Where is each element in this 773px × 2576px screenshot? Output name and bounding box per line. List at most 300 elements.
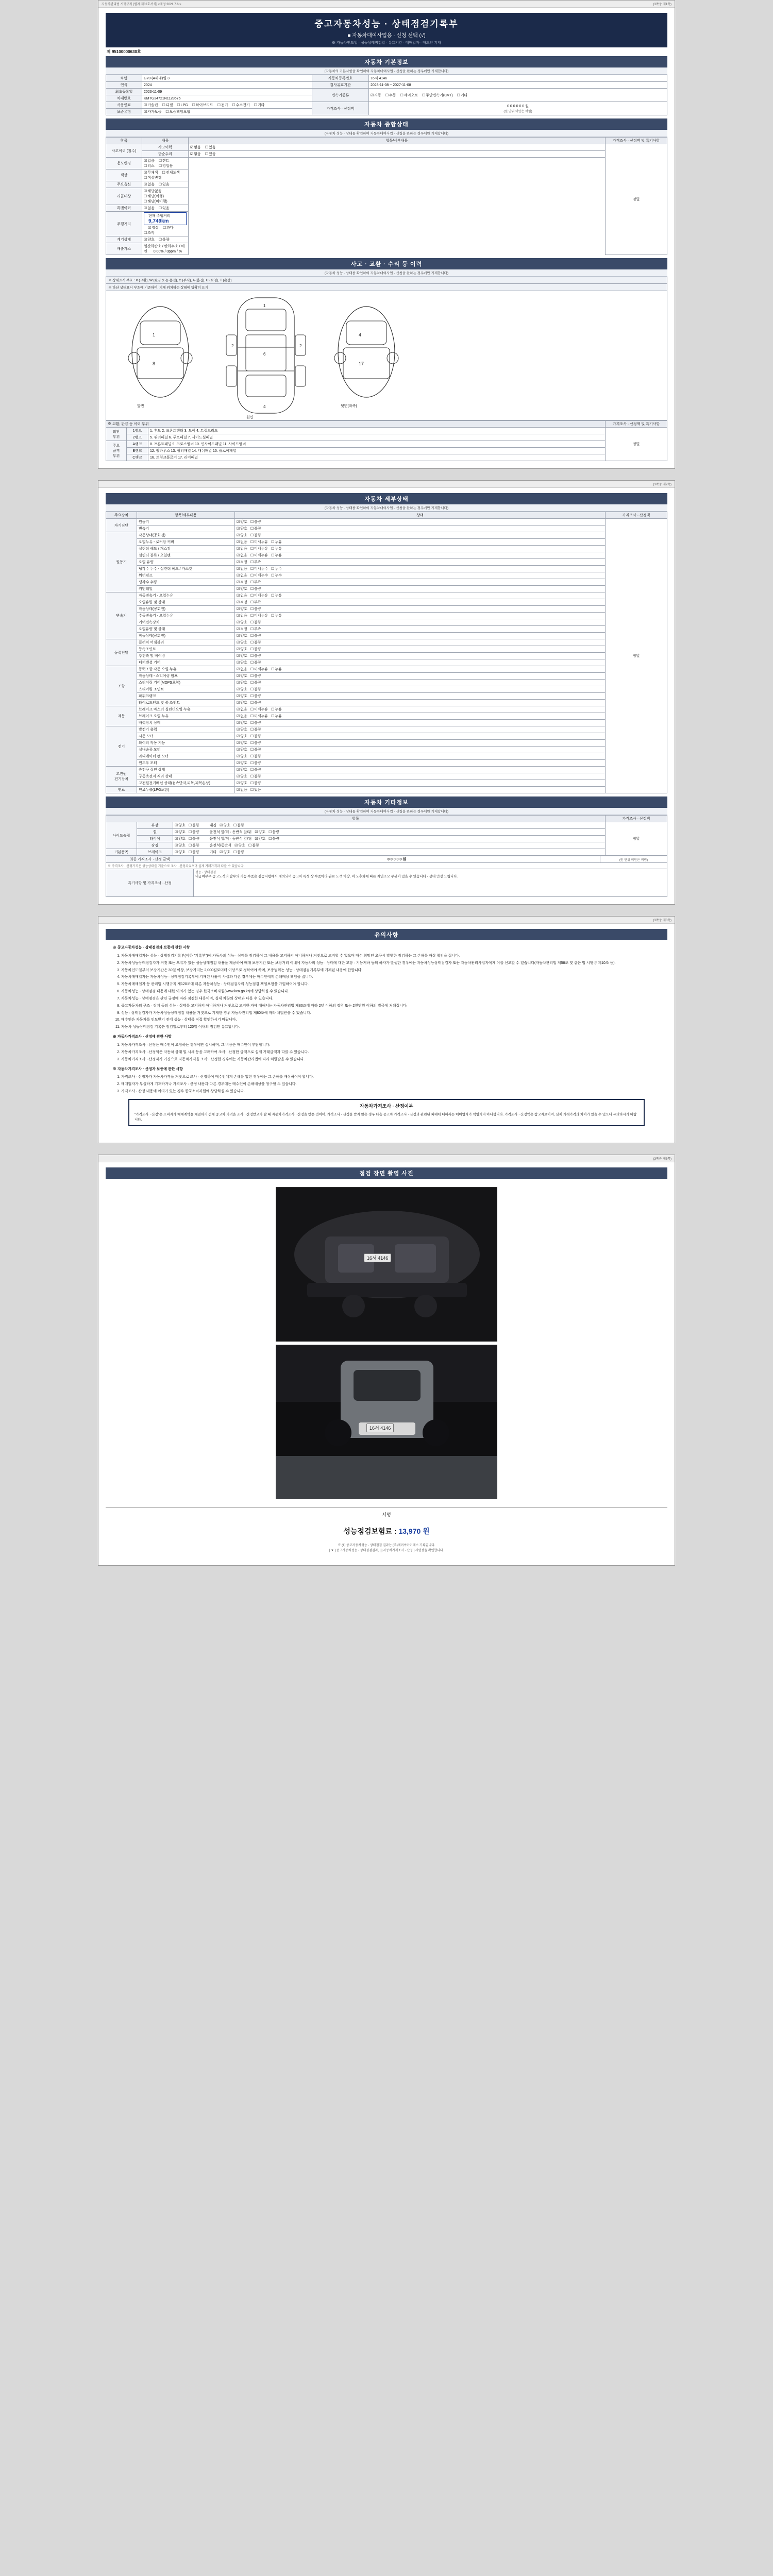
detail-item-state [235,566,606,572]
table-row [106,170,667,181]
table-row [106,205,667,212]
simple-repair-none[interactable]: ☑없음 [190,152,201,156]
fuel-option-diesel[interactable]: ☐디젤 [162,104,173,107]
color-original[interactable]: ☑무채색 [144,171,158,175]
accident-yes[interactable]: ☐있음 [205,146,216,149]
overall-state-table [106,137,667,255]
price-survey-callout [128,1099,645,1126]
color-changed[interactable]: ☐색상변경 [144,176,162,180]
table-row [106,646,667,653]
etc-extra-option-양호[interactable]: ☑양호 [255,831,266,834]
row-label-accident: 사고이력 (침수) [106,144,142,158]
detail-item-state [235,686,606,693]
transmission-option-semi[interactable]: ☐세미오토 [400,93,418,97]
detail-option-불량[interactable]: ☐불량 [250,761,261,765]
special-notes-text: 비급여부무 중고노적의 합부의 기능 부품은 검증시템에서 제외되며 중고차 특성 상 부품마다 완료 도색 마땅, 미 노후화에 따른 자연소모 부분이 있을 수 있습니다 · 상태 인정 드립니다. [195,875,458,878]
detail-option-양호[interactable]: ☑양호 [237,775,247,778]
gauge-bad[interactable]: ☐불량 [158,238,170,242]
recall-pending[interactable]: ☐해당(미이행) [144,200,167,204]
detail-col-price: 가격조사 · 산정액 [606,512,667,519]
detail-option-누유[interactable]: ☐누유 [271,708,282,711]
detail-option-부족[interactable]: ☐부족 [250,628,261,631]
special-notes-sub: 성능 · 상태점검 [195,871,216,874]
etc-extra-label: 내경 [209,824,217,827]
detail-option-양호[interactable]: ☑양호 [237,621,247,624]
etc-option-불량[interactable]: ☐불량 [188,851,199,854]
detail-item-state [235,539,606,546]
detail-option-양호[interactable]: ☑양호 [237,520,247,524]
detail-option-미세누유[interactable]: ☐미세누유 [250,554,268,557]
section-etc-header: 자동차 기타정보 [106,796,667,808]
detail-option-누유[interactable]: ☐누유 [271,540,282,544]
detail-item-label: 윈도우 모터 [137,760,235,767]
parts-table-title: ※ 교환, 판금 등 이력 부위 [106,421,606,428]
etc-item-label: 유강 [137,822,173,829]
table-row [106,626,667,633]
recall-na[interactable]: ☑해당없음 [144,190,162,193]
transmission-option-cvt[interactable]: ☐무단변속기(CVT) [422,93,453,97]
row-value-gauge [142,236,189,243]
etc-extra-option-불량[interactable]: ☐불량 [268,837,279,841]
detail-option-불량[interactable]: ☐불량 [250,587,261,591]
table-row [106,829,667,836]
value-transmission [369,89,667,102]
detail-item-label: 오일유량 및 상태 [137,599,235,606]
svg-text:4: 4 [359,332,362,337]
detail-option-불량[interactable]: ☐불량 [250,701,261,705]
etc-extra-option-불량[interactable]: ☐불량 [233,851,244,854]
detail-option-양호[interactable]: ☑양호 [237,688,247,691]
detail-option-부족[interactable]: ☐부족 [250,601,261,604]
page1-topbar [98,1,675,8]
detail-option-불량[interactable]: ☐불량 [250,621,261,624]
detail-option-불량[interactable]: ☐불량 [250,768,261,772]
detail-option-누유[interactable]: ☐누유 [271,614,282,618]
detail-option-불량[interactable]: ☐불량 [250,728,261,732]
detail-option-불량[interactable]: ☐불량 [250,681,261,685]
detail-option-불량[interactable]: ☐불량 [250,735,261,738]
detail-option-없음[interactable]: ☑없음 [237,547,247,551]
detail-option-부족[interactable]: ☐부족 [250,581,261,584]
fuel-option-etc[interactable]: ☐기타 [254,104,265,107]
document-title-block [106,13,667,47]
detail-item-label: 디퍼렌셜 기어 [137,659,235,666]
notices-section1-title: ※ 중고자동차성능 · 상태점검과 보증에 관한 사항 [113,946,190,950]
notice-item: 4. 자동차매매업자는 자동차성능 · 상태점검기록부에 기재된 내용이 사실과 다른 경우에는 매수인에게 손해배상 책임을 집니다. [121,975,660,980]
svg-text:4: 4 [263,404,266,409]
mileage-box [144,212,187,225]
detail-option-누유[interactable]: ☐누유 [271,554,282,557]
svg-text:17: 17 [359,361,364,366]
detail-option-불량[interactable]: ☐불량 [250,661,261,665]
row-value-mileage [142,212,189,236]
detail-group-원동기: 원동기 [106,532,137,592]
detail-option-미세누유[interactable]: ☐미세누유 [250,715,268,718]
etc-item-label: 잠김 [137,842,173,849]
detail-option-양호[interactable]: ☑양호 [237,741,247,745]
table-row [106,619,667,626]
detail-option-불량[interactable]: ☐불량 [250,654,261,658]
detail-price-cell: 정밀 [606,519,667,793]
etc-group-기본품목: 기본품목 [106,849,137,856]
parts-rank-1-items: 1. 후드 2. 프론트펜더 3. 도어 4. 트렁크리드 [148,428,606,434]
detail-option-양호[interactable]: ☑양호 [237,721,247,725]
label-plate: 자동차등록번호 [312,75,369,82]
transmission-option-other[interactable]: ☐기타 [457,93,468,97]
table-row [106,773,667,780]
etc-option-양호[interactable]: ☑양호 [175,844,186,848]
detail-option-양호[interactable]: ☑양호 [237,534,247,537]
detail-item-label: 커먼레일 [137,586,235,592]
detail-item-label: 작동상태 - 스티어링 펌프 [137,673,235,680]
etc-option-불량[interactable]: ☐불량 [188,837,199,841]
simple-repair-yes[interactable]: ☐있음 [205,152,216,156]
parts-group-frame: 주요 골격 부위 [106,441,127,461]
detail-option-양호[interactable]: ☑양호 [237,527,247,531]
etc-price-cell: 정밀 [606,822,667,856]
detail-option-미세누유[interactable]: ☐미세누유 [250,540,268,544]
detail-item-state [235,606,606,613]
row-label-gauge: 계기상태 [106,236,142,243]
inspection-fee-bar [106,1521,667,1541]
etc-extra-option-양호[interactable]: ☑양호 [234,844,245,848]
inspection-fee-value: 13,970 원 [398,1527,430,1536]
detail-item-state [235,579,606,586]
notice-item: 3. 자동차인도일부터 보장기간은 30일 이상, 보장거리는 2,000킬로미터 이상으로 정하여야 하며, 보증범위는 성능 · 상태점검기록부에 기재된 내용에 한합니다. [121,968,660,974]
special-history-none[interactable]: ☑없음 [144,207,155,210]
detail-item-state [235,780,606,787]
detail-item-state [235,646,606,653]
detail-option-누유[interactable]: ☐누유 [271,715,282,718]
detail-item-label: 원동기 [137,519,235,526]
etc-option-불량[interactable]: ☐불량 [188,824,199,827]
detail-option-양호[interactable]: ☑양호 [237,761,247,765]
detail-option-양호[interactable]: ☑양호 [237,782,247,785]
detail-option-누유[interactable]: ☐누유 [271,594,282,598]
etc-col-price: 가격조사 · 산정액 [606,816,667,822]
table-row [106,659,667,666]
usage-business[interactable]: ☐영업용 [158,164,173,168]
detail-item-label: 동력조향 작동 오일 누유 [137,666,235,673]
detail-item-label: 라디에이터 팬 모터 [137,753,235,760]
detail-option-미세누유[interactable]: ☐미세누유 [250,614,268,618]
detail-option-양호[interactable]: ☑양호 [237,681,247,685]
col-detail: 항목/세부내용 [189,138,606,144]
detail-option-불량[interactable]: ☐불량 [250,520,261,524]
detail-col-state: 상태 [235,512,606,519]
detail-option-없음[interactable]: ☑없음 [237,567,247,571]
mileage-normal[interactable]: ☑정상 [148,226,159,230]
detail-option-누수[interactable]: ☐누수 [271,574,282,578]
notices-section2-title: ※ 자동차가격조사 · 산정에 관한 사항 [113,1035,172,1039]
table-row [106,613,667,619]
usage-lease[interactable]: ☐리스 [144,164,155,168]
detail-item-label: 작동상태(공회전) [137,532,235,539]
detail-item-state [235,653,606,659]
detail-option-없음[interactable]: ☑없음 [237,715,247,718]
notice-item: 11. 자동차 성능상태점검 기록은 점검일로부터 120일 이내의 점검만 유효합니다. [121,1025,660,1030]
etc-extra-option-불량[interactable]: ☐불량 [248,844,259,848]
detail-option-양호[interactable]: ☑양호 [237,634,247,638]
etc-extra-label: 운전석 앞/뒤 · 동반석 앞/뒤 [209,837,252,841]
detail-option-양호[interactable]: ☑양호 [237,701,247,705]
detail-option-미세누유[interactable]: ☐미세누유 [250,668,268,671]
detail-option-양호[interactable]: ☑양호 [237,661,247,665]
special-history-yes[interactable]: ☐있음 [158,207,170,210]
detail-item-state [235,659,606,666]
detail-item-label: 파워크랭크 [137,693,235,700]
detail-option-없음[interactable]: ☑없음 [237,554,247,557]
table-row [106,822,667,829]
etc-option-불량[interactable]: ☐불량 [188,844,199,848]
etc-option-양호[interactable]: ☑양호 [175,851,186,854]
recall-done[interactable]: ☐해당(이행) [144,195,164,198]
etc-option-불량[interactable]: ☐불량 [188,831,199,834]
detail-option-불량[interactable]: ☐불량 [250,607,261,611]
table-row [106,740,667,747]
detail-option-양호[interactable]: ☑양호 [237,755,247,758]
parts-rank-2: 2랭크 [127,434,148,441]
section-basic-header: 자동차 기본정보 [106,56,667,67]
etc-item-state [173,829,606,836]
section-overall-subheader: (자동차 성능 · 상태를 확인하여 자동차대여사업 · 신청을 완하는 경우에만 기재합니다) [106,130,667,137]
photo-gallery [106,1179,667,1507]
detail-group-동력전달: 동력전달 [106,639,137,666]
table-row [106,720,667,726]
table-row [106,448,667,454]
fuel-option-gasoline[interactable]: ☑가솔린 [144,104,158,107]
table-row [106,532,667,539]
detail-option-불량[interactable]: ☐불량 [250,534,261,537]
detail-option-불량[interactable]: ☐불량 [250,527,261,531]
special-notes-value [194,869,667,897]
detail-option-불량[interactable]: ☐불량 [250,688,261,691]
table-row [106,243,667,255]
detail-option-없음[interactable]: ☑없음 [237,708,247,711]
fuel-option-hybrid[interactable]: ☐하이브리드 [192,104,213,107]
detail-item-state [235,546,606,552]
detail-item-state [235,706,606,713]
detail-option-없음[interactable]: ☑없음 [237,668,247,671]
etc-item-label: 휠 [137,829,173,836]
table-row [106,519,667,526]
usage-rent[interactable]: ☐렌트 [158,159,170,163]
etc-extra-option-양호[interactable]: ☑양호 [255,837,266,841]
page-marker-3: (3쪽중 제3쪽) [653,919,671,922]
col-price: 가격조사 · 산정액 및 특기사항 [606,138,667,144]
mileage-tampered[interactable]: ☐조작 [144,231,155,235]
detail-option-불량[interactable]: ☐불량 [250,648,261,651]
detail-item-state [235,626,606,633]
detail-option-양호[interactable]: ☑양호 [237,607,247,611]
notice-item: 5. 자동차매매업자 등 관리법 시행규칙 제120조에 따른 자동차성능 · 상태점검자의 성능점검 책임보험을 가입하여야 합니다. [121,982,660,988]
footer-notes [106,1541,667,1557]
detail-option-양호[interactable]: ☑양호 [237,748,247,752]
detail-option-적정[interactable]: ☑적정 [237,601,247,604]
detail-option-불량[interactable]: ☐불량 [250,634,261,638]
notice-item: 9. 성능 · 상태점검자가 자동차성능상태점검 내용을 거짓으로 기재한 경우 자동차관리법 제80조에 따라 처벌받을 수 있습니다. [121,1011,660,1016]
car-rear-diagram [328,300,405,403]
parts-rank-b: B랭크 [127,448,148,454]
detail-option-미세누유[interactable]: ☐미세누유 [250,708,268,711]
photo-plate-2: 16서 4146 [366,1423,394,1432]
row-value-recall [142,188,189,205]
detail-option-불량[interactable]: ☐불량 [250,721,261,725]
notice-item: 1. 자동차매매업자는 성능 · 상태점검기록부(이하 "기록부")에 자동차의 성능 · 상태를 점검하여 그 내용을 고지하지 아니하거나 거짓으로 고지할 수 없으며 매수 희망인 요구시 발행한 점검하는 그 손해를 배상 책임을 집니다. [121,954,660,959]
detail-group-변속기: 변속기 [106,592,137,639]
etc-extra-option-양호[interactable]: ☑양호 [220,851,230,854]
row-label-recall: 리콜대상 [106,188,142,205]
detail-item-label: 등속조인트 [137,646,235,653]
detail-item-state [235,700,606,706]
section-accident-subheader: (자동차 성능 · 상태를 확인하여 자동차대여사업 · 신청을 완하는 경우에만 기재합니다) [106,269,667,277]
table-row [106,599,667,606]
notice-item: 6. 자동차성능 · 상태점검 내용에 대한 이의가 있는 경우 한국소비자원(www.kca.go.kr)에 상담하실 수 있습니다. [121,989,660,995]
table-row [106,428,667,434]
detail-option-없음[interactable]: ☑없음 [237,574,247,578]
detail-option-양호[interactable]: ☑양호 [237,735,247,738]
detail-option-없음[interactable]: ☑없음 [237,788,247,792]
detail-item-label: 시동 모터 [137,733,235,740]
detail-option-양호[interactable]: ☑양호 [237,648,247,651]
detail-option-부족[interactable]: ☐부족 [250,561,261,564]
detail-option-불량[interactable]: ☐불량 [250,674,261,678]
etc-item-state [173,842,606,849]
mileage-title: 현재 주행거리 [148,214,171,218]
mileage-excess[interactable]: ☐과다 [162,226,174,230]
value-inspection-period: 2023-11-08 ~ 2027-11-08 [369,82,667,89]
detail-item-label: 실내송풍 모터 [137,747,235,753]
detail-option-불량[interactable]: ☐불량 [250,694,261,698]
transmission-option-auto[interactable]: ☑자동 [371,93,381,97]
detail-option-미세누수[interactable]: ☐미세누수 [250,574,268,578]
etc-option-양호[interactable]: ☑양호 [175,824,186,827]
fuel-option-lpg[interactable]: ☐LPG [177,104,188,107]
section-notices-header: 유의사항 [106,929,667,940]
usage-none[interactable]: ☑없음 [144,159,155,163]
color-full-repaint[interactable]: ☐전체도색 [162,171,180,175]
detail-option-미세누수[interactable]: ☐미세누수 [250,567,268,571]
detail-option-미세누유[interactable]: ☐미세누유 [250,594,268,598]
detail-item-label: 구동축전지 격리 상태 [137,773,235,780]
etc-extra-label: 운전석 앞/뒤 · 동반석 앞/뒤 [209,831,252,834]
price-caption: (원 단위 미만은 버림) [503,110,532,113]
table-row [106,706,667,713]
detail-option-양호[interactable]: ☑양호 [237,587,247,591]
etc-extra-option-불량[interactable]: ☐불량 [233,824,244,827]
detail-group-자기진단: 자기진단 [106,519,137,532]
etc-option-양호[interactable]: ☑양호 [175,831,186,834]
detail-option-불량[interactable]: ☐불량 [250,741,261,745]
row-label-usage: 용도변경 [106,158,142,170]
row-label-color: 색상 [106,170,142,181]
etc-extra-option-불량[interactable]: ☐불량 [268,831,279,834]
table-row [106,726,667,733]
detail-group-제동: 제동 [106,706,137,726]
table-row [106,579,667,586]
detail-option-누수[interactable]: ☐누수 [271,567,282,571]
fuel-option-ev[interactable]: ☐전기 [217,104,228,107]
total-price-caption: ※ 가격조사 · 산정가격은 성능상태를 기준으로 조사 · 산정되었으며 실제 거래가격과 다를 수 있습니다. [106,863,667,869]
transmission-option-manual[interactable]: ☐수동 [385,93,396,97]
detail-option-미세누유[interactable]: ☐미세누유 [250,547,268,551]
label-warranty: 보증유형 [106,109,142,115]
detail-item-state [235,572,606,579]
detail-option-양호[interactable]: ☑양호 [237,694,247,698]
options-none[interactable]: ☑없음 [144,183,155,187]
fuel-option-hydrogen[interactable]: ☐수소전기 [232,104,250,107]
detail-option-양호[interactable]: ☑양호 [237,768,247,772]
etc-extra-option-양호[interactable]: ☑양호 [220,824,230,827]
detail-option-적정[interactable]: ☑적정 [237,561,247,564]
detail-option-적정[interactable]: ☑적정 [237,628,247,631]
detail-option-누유[interactable]: ☐누유 [271,547,282,551]
detail-option-없음[interactable]: ☑없음 [237,540,247,544]
notices-list-2 [113,1043,660,1063]
detail-option-불량[interactable]: ☐불량 [250,775,261,778]
notices-body [106,940,667,1136]
detail-item-state [235,720,606,726]
detail-item-label: 와이퍼 작동 기능 [137,740,235,747]
detail-item-label: 실린더 헤드 / 개스킷 [137,546,235,552]
detail-item-state [235,552,606,559]
detail-option-불량[interactable]: ☐불량 [250,641,261,645]
detail-item-state [235,673,606,680]
car-top-diagram [217,294,315,417]
section-accident-header: 사고 · 교환 · 수리 등 이력 [106,258,667,269]
detail-option-없음[interactable]: ☑없음 [237,614,247,618]
value-fuel [142,102,312,109]
detail-option-불량[interactable]: ☐불량 [250,755,261,758]
detail-group-조향: 조향 [106,666,137,706]
detail-option-적정[interactable]: ☑적정 [237,581,247,584]
section-overall-header: 자동차 종합상태 [106,118,667,130]
detail-item-label: 배력장치 상태 [137,720,235,726]
label-transmission: 변속기종류 [312,89,369,102]
row-label-emission: 배출가스 [106,243,142,255]
table-row [106,566,667,572]
detail-option-불량[interactable]: ☐불량 [250,748,261,752]
detail-option-양호[interactable]: ☑양호 [237,674,247,678]
detail-option-양호[interactable]: ☑양호 [237,728,247,732]
gauge-good[interactable]: ☑양호 [144,238,155,242]
options-yes[interactable]: ☐있음 [158,183,170,187]
svg-text:1: 1 [153,332,156,337]
detail-option-불량[interactable]: ☐불량 [250,782,261,785]
document-number: 제 95100000630호 [107,49,141,54]
detail-item-state [235,773,606,780]
detail-option-있음[interactable]: ☐있음 [250,788,261,792]
detail-item-state [235,713,606,720]
detail-item-state [235,526,606,532]
table-row [106,693,667,700]
detail-option-양호[interactable]: ☑양호 [237,641,247,645]
etc-item-label: 타이어 [137,836,173,842]
parts-rank-2-items: 5. 쿼터패널 6. 루프패널 7. 사이드실패널 [148,434,606,441]
detail-option-누유[interactable]: ☐누유 [271,668,282,671]
notice-item: 8. 중고자동차의 구조 · 장치 등의 성능 · 상태를 고지하지 아니하거나 거짓으로 고지한 자에 대해서는 자동차관리법 제80조에 따라 2년 이하의 징역 또는 2천만원 이하의 벌금에 처해집니다. [121,1004,660,1009]
detail-option-양호[interactable]: ☑양호 [237,654,247,658]
table-row [106,89,667,95]
detail-option-없음[interactable]: ☑없음 [237,594,247,598]
etc-option-양호[interactable]: ☑양호 [175,837,186,841]
table-row [106,454,667,461]
diagram-label-side: 뒷면(좌측) [341,404,357,408]
warranty-option-insurance[interactable]: ☐보증책임보험 [165,110,191,114]
accident-none[interactable]: ☑없음 [190,146,201,149]
accident-legend-2: ※ 하단 상태표시 부호에 기준하여, 기재 위치하는 상태에 명확히 표기 [106,284,667,291]
warranty-option-self[interactable]: ☑자가보증 [144,110,162,114]
